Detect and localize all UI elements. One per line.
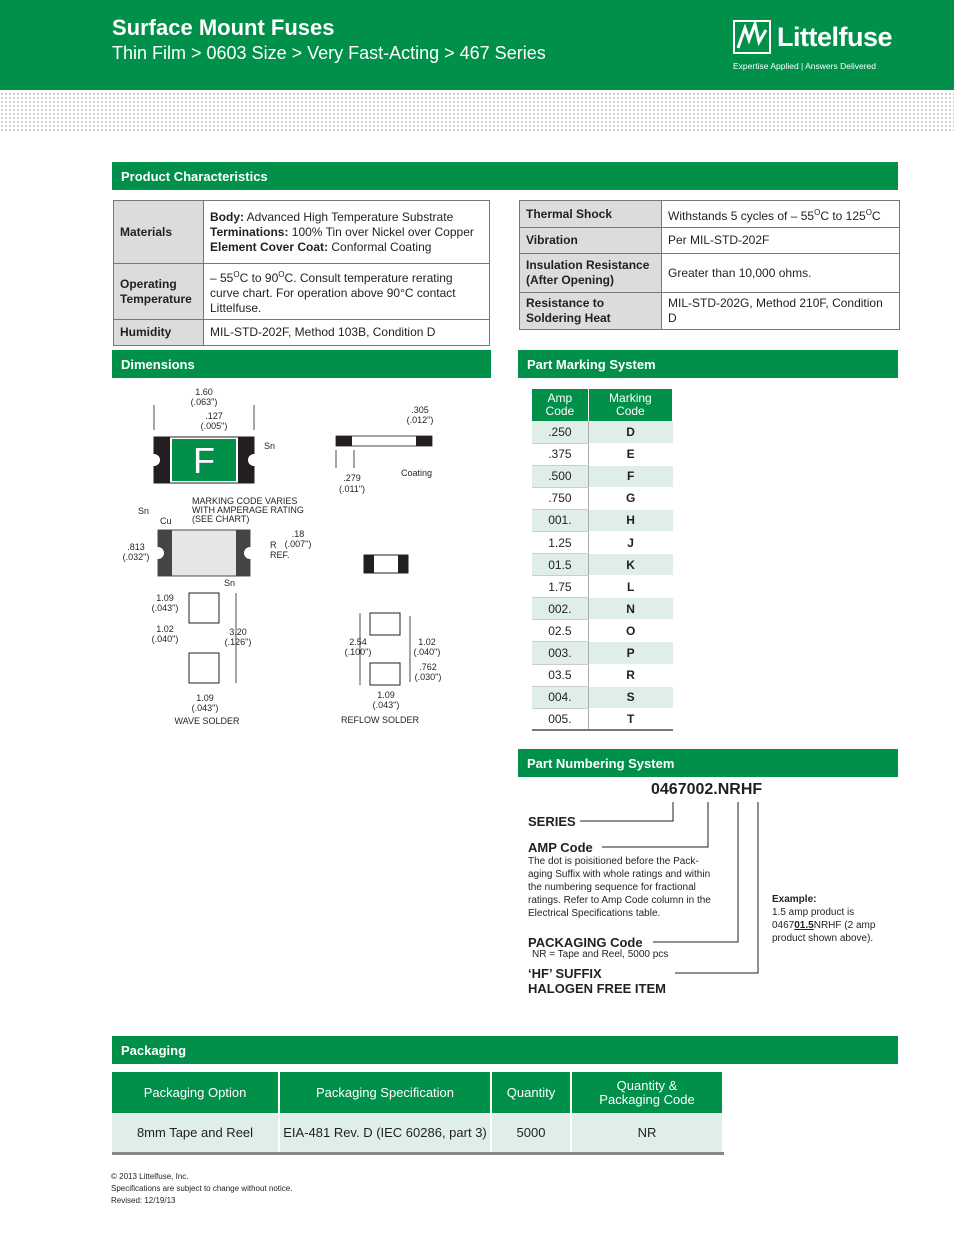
marking-row — [532, 664, 673, 686]
dim-radius: .18 — [291, 529, 305, 539]
brand-tagline: Expertise Applied | Answers Delivered — [733, 61, 877, 71]
numbering-amp-desc: The dot is poisitioned before the Pack-aging Suffix with whole ratings and within the numbering sequence for fractional ratings. Refer to Amp Code column in the Electrical Specifications table. — [528, 856, 711, 919]
dim-height-in: (.032") — [122, 552, 150, 562]
marking-letter-code: O — [588, 620, 672, 642]
dim-reflow-gap: 1.02 — [418, 637, 436, 647]
marking-amp-code: 004. — [532, 686, 588, 708]
label-sn-iso: Sn — [138, 506, 150, 516]
page-header — [0, 0, 954, 90]
soldering-label: Resistance to Soldering Heat — [520, 293, 662, 330]
marking-letter-code: F — [588, 465, 672, 487]
page-title: Surface Mount Fuses — [112, 15, 335, 40]
marking-row — [532, 686, 673, 708]
brand-wordmark: Littelfuse — [777, 22, 893, 52]
footer-revised: Revised: 12/19/13 — [111, 1196, 176, 1205]
characteristics-table-right — [519, 200, 900, 330]
packaging-col-option: Packaging Option — [112, 1072, 279, 1113]
marking-col-amp: Amp Code — [532, 389, 588, 421]
dim-radius-in: (.007") — [284, 539, 312, 549]
dim-reflow-total: 2.54 — [349, 637, 367, 647]
footer-notice: Specifications are subject to change without notice. — [111, 1184, 293, 1193]
dim-reflow-w: 1.09 — [377, 690, 395, 700]
marking-row — [532, 509, 673, 531]
numbering-series: SERIES — [528, 814, 576, 829]
numbering-packaging: PACKAGING Code — [528, 935, 643, 950]
packaging-spec: EIA-481 Rev. D (IEC 60286, part 3) — [279, 1113, 491, 1153]
dim-side-len-in: (.011") — [338, 484, 366, 494]
marking-amp-code: .750 — [532, 487, 588, 509]
page-subtitle: Thin Film > 0603 Size > Very Fast-Acting > 467 Series — [112, 43, 546, 63]
insulation-value: Greater than 10,000 ohms. — [662, 254, 900, 293]
dim-wave-pad-in: (.043") — [151, 603, 179, 613]
dim-reflow-w-in: (.043") — [372, 700, 400, 710]
littelfuse-logo-icon — [733, 20, 771, 54]
dim-reflow-pad-in: (.030") — [414, 672, 442, 682]
section-product-characteristics: Product Characteristics — [112, 162, 898, 190]
marking-note-1: MARKING CODE VARIES — [192, 496, 298, 506]
section-part-marking: Part Marking System — [518, 350, 898, 378]
marking-amp-code: 005. — [532, 708, 588, 730]
numbering-packaging-desc: NR = Tape and Reel, 5000 pcs — [532, 949, 669, 960]
marking-row — [532, 620, 673, 642]
marking-row — [532, 598, 673, 620]
packaging-table — [112, 1072, 724, 1155]
marking-amp-code: 03.5 — [532, 664, 588, 686]
section-dimensions: Dimensions — [112, 350, 491, 378]
dim-reflow-gap-in: (.040") — [413, 647, 441, 657]
marking-letter-code: R — [588, 664, 672, 686]
label-cu: Cu — [160, 516, 172, 526]
marking-letter-code: J — [588, 531, 672, 553]
marking-row — [532, 421, 673, 443]
vibration-value: Per MIL-STD-202F — [662, 228, 900, 254]
materials-value: Body: Advanced High Temperature Substrate Terminations: 100% Tin over Nickel over Copper Element Cover Coat: Conformal Coating — [204, 201, 490, 264]
marking-amp-code: .250 — [532, 421, 588, 443]
marking-row — [532, 642, 673, 664]
marking-row — [532, 531, 673, 553]
label-sn-top: Sn — [264, 441, 276, 451]
marking-note-3: (SEE CHART) — [192, 514, 250, 524]
characteristics-table-left — [113, 200, 490, 346]
packaging-col-code: Quantity & Packaging Code — [571, 1072, 723, 1113]
marking-letter-code: N — [588, 598, 672, 620]
marking-col-code: Marking Code — [588, 389, 672, 421]
packaging-col-spec: Packaging Specification — [279, 1072, 491, 1113]
marking-row — [532, 554, 673, 576]
label-wave-solder: WAVE SOLDER — [174, 716, 240, 726]
dim-top-width-in: (.063") — [190, 397, 218, 407]
dim-top-width: 1.60 — [195, 387, 213, 397]
operating-temp-value: – $55^OC$ to $90^OC$. Consult temperature rerating curve chart. For operation above 90°C contact Littelfuse. — [204, 264, 490, 320]
marking-row — [532, 708, 673, 730]
dim-thickness: .305 — [411, 405, 429, 415]
soldering-value: MIL-STD-202G, Method 210F, Condition D — [662, 293, 900, 330]
marking-amp-code: .500 — [532, 465, 588, 487]
marking-amp-code: 001. — [532, 509, 588, 531]
marking-amp-code: 02.5 — [532, 620, 588, 642]
vibration-label: Vibration — [520, 228, 662, 254]
page-footer — [111, 1171, 292, 1207]
dim-wave-w-in: (.043") — [191, 703, 219, 713]
marking-row — [532, 465, 673, 487]
marking-amp-code: 1.75 — [532, 576, 588, 598]
marking-letter-code: D — [588, 421, 672, 443]
marking-row — [532, 487, 673, 509]
label-sn-bottom: Sn — [224, 578, 236, 588]
marking-amp-code: 1.25 — [532, 531, 588, 553]
marking-letter-code: E — [588, 443, 672, 465]
label-ref: REF. — [270, 550, 290, 560]
brand-logo — [733, 20, 903, 75]
dim-wave-total: 3.20 — [229, 627, 247, 637]
dim-term-width: .127 — [205, 411, 223, 421]
dim-wave-gap-in: (.040") — [151, 634, 179, 644]
marking-amp-code: 002. — [532, 598, 588, 620]
label-reflow-solder: REFLOW SOLDER — [340, 715, 420, 725]
label-r: R — [270, 540, 277, 550]
dot-pattern-band — [0, 92, 954, 132]
dim-wave-w: 1.09 — [196, 693, 214, 703]
numbering-amp: AMP Code — [528, 840, 593, 855]
marking-note-2: WITH AMPERAGE RATING — [192, 505, 304, 515]
section-packaging: Packaging — [112, 1036, 898, 1064]
numbering-halogen-free: HALOGEN FREE ITEM — [528, 981, 666, 996]
dim-height: .813 — [127, 542, 145, 552]
label-coating: Coating — [401, 468, 433, 478]
marking-letter-code: G — [588, 487, 672, 509]
dimensions-drawing — [112, 380, 490, 730]
body-marking-letter: F — [193, 440, 215, 481]
marking-amp-code: .375 — [532, 443, 588, 465]
dim-reflow-total-in: (.100") — [344, 647, 372, 657]
numbering-example: Example: 1.5 amp product is 046701.5NRHF (2 amp product shown above). — [772, 894, 876, 944]
dim-wave-pad: 1.09 — [156, 593, 174, 603]
dim-thickness-in: (.012") — [406, 415, 434, 425]
marking-row — [532, 576, 673, 598]
marking-letter-code: P — [588, 642, 672, 664]
materials-label: Materials — [114, 201, 204, 264]
operating-temp-label: Operating Temperature — [114, 264, 204, 320]
footer-copyright: © 2013 Littelfuse, Inc. — [111, 1172, 189, 1181]
section-part-numbering: Part Numbering System — [518, 749, 898, 777]
numbering-hf-suffix: ‘HF’ SUFFIX — [528, 966, 602, 981]
marking-letter-code: T — [588, 708, 672, 730]
packaging-col-quantity: Quantity — [491, 1072, 571, 1113]
marking-row — [532, 443, 673, 465]
marking-amp-code: 01.5 — [532, 554, 588, 576]
part-number-example: 0467002.NRHF — [651, 781, 763, 798]
dim-reflow-pad: .762 — [419, 662, 437, 672]
dim-side-len: .279 — [343, 473, 361, 483]
marking-letter-code: S — [588, 686, 672, 708]
dim-wave-total-in: (.126") — [224, 637, 252, 647]
thermal-shock-label: Thermal Shock — [520, 201, 662, 228]
dim-term-width-in: (.005") — [200, 421, 228, 431]
packaging-code: NR — [571, 1113, 723, 1153]
marking-letter-code: H — [588, 509, 672, 531]
thermal-shock-value: Withstands 5 cycles of – $55^OC$ to $125^OC$ — [662, 201, 900, 228]
marking-table — [532, 389, 673, 731]
marking-letter-code: L — [588, 576, 672, 598]
packaging-quantity: 5000 — [491, 1113, 571, 1153]
humidity-value: MIL-STD-202F, Method 103B, Condition D — [204, 320, 490, 346]
marking-amp-code: 003. — [532, 642, 588, 664]
insulation-label: Insulation Resistance (After Opening) — [520, 254, 662, 293]
marking-letter-code: K — [588, 554, 672, 576]
packaging-option: 8mm Tape and Reel — [112, 1113, 279, 1153]
dim-wave-gap: 1.02 — [156, 624, 174, 634]
humidity-label: Humidity — [114, 320, 204, 346]
